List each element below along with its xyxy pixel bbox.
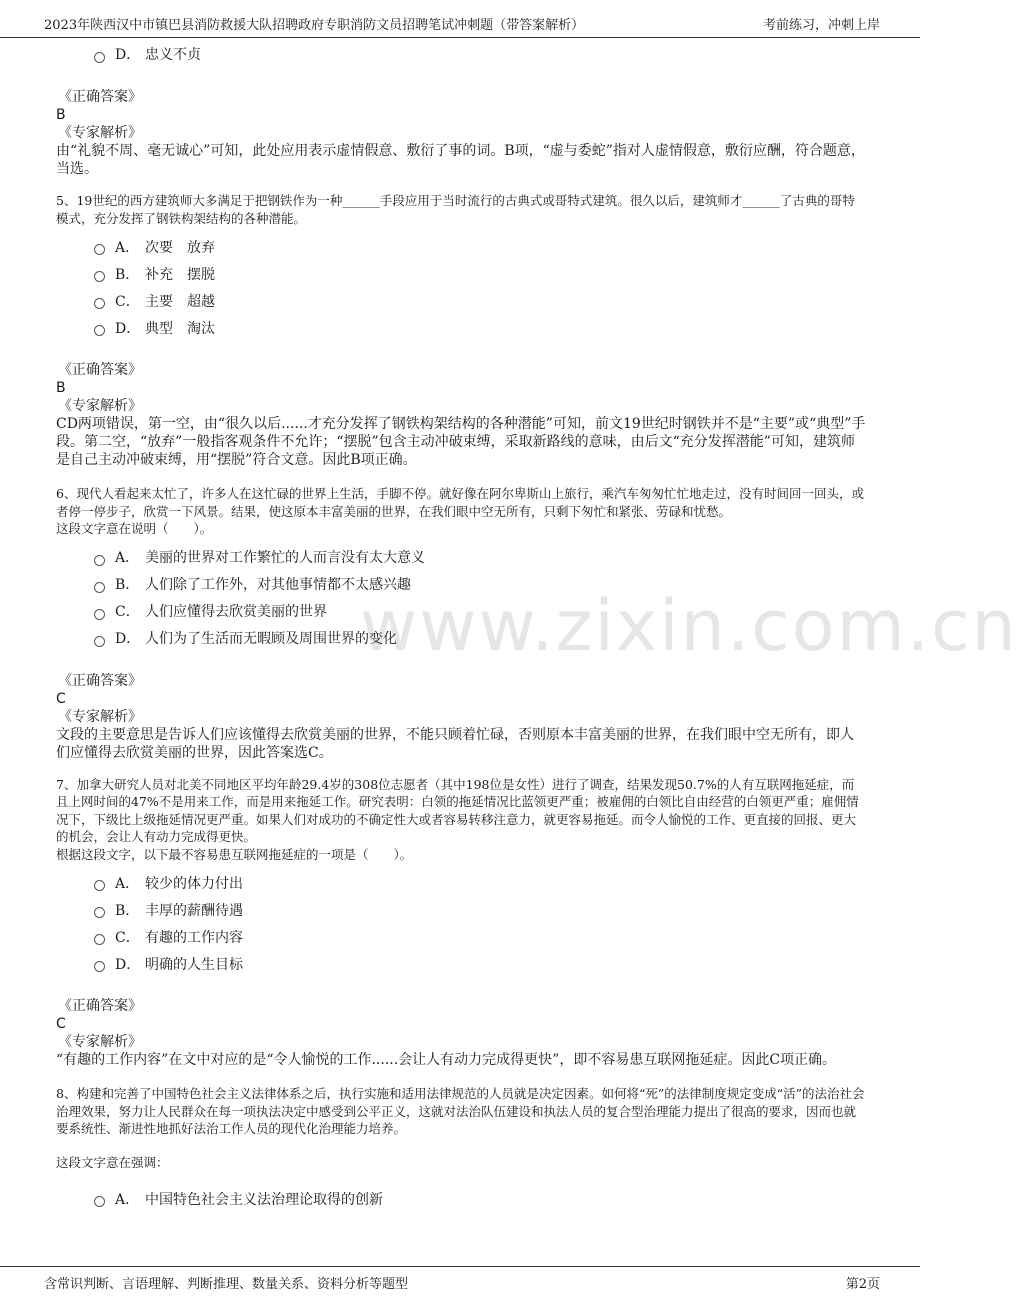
answer-label: 《正确答案》	[58, 362, 142, 378]
analysis-text: “有趣的工作内容”在文中对应的是“令人愉悦的工作......会让人有动力完成得更快”，即不容易患互联网拖延症。因此C项正确。	[56, 1052, 837, 1068]
question-prompt: 根据这段文字，以下最不容易患互联网拖延症的一项是（ ）。	[56, 846, 413, 862]
question-8	[56, 1085, 866, 1212]
answer-value: C	[56, 690, 66, 707]
radio-icon[interactable]	[94, 555, 105, 566]
analysis-label: 《专家解析》	[58, 1034, 142, 1050]
page-number: 第2页	[845, 1277, 880, 1292]
page-header	[0, 0, 920, 38]
option-c[interactable]: C． 主要 超越	[56, 287, 866, 314]
option-a[interactable]: A． 中国特色社会主义法治理论取得的创新	[56, 1185, 866, 1212]
option-b[interactable]: B． 人们除了工作外，对其他事情都不太感兴趣	[56, 571, 866, 598]
answer-value: B	[56, 380, 66, 396]
analysis-label: 《专家解析》	[58, 125, 142, 141]
option-a[interactable]: A． 美丽的世界对工作繁忙的人而言没有太大意义	[56, 544, 866, 571]
radio-icon[interactable]	[94, 244, 105, 255]
option-c[interactable]: C． 有趣的工作内容	[56, 923, 866, 950]
header-slogan: 考前练习，冲刺上岸	[762, 18, 880, 33]
option-c[interactable]: C． 人们应懂得去欣赏美丽的世界	[56, 598, 866, 625]
answer-label: 《正确答案》	[58, 998, 142, 1014]
answer-value: B	[56, 107, 66, 123]
radio-icon[interactable]	[94, 298, 105, 309]
question-text: 8、构建和完善了中国特色社会主义法律体系之后，执行实施和适用法律规范的人员就是决定因素。如何将“死”的法律制度规定变成“活”的法治社会治理效果，努力让人民群众在每一项执法决定中感受到公平正义，这就对法治队伍建设和执法人员的复合型治理能力提出了很高的要求，因而也就要系统性、渐进性地抓好法治工作人员的现代化治理能力培养。	[56, 1086, 865, 1136]
option-d[interactable]: D． 典型 淘汰	[56, 314, 866, 341]
radio-icon[interactable]	[94, 934, 105, 945]
option-d[interactable]: D． 人们为了生活而无暇顾及周围世界的变化	[56, 625, 866, 652]
question-prompt: 这段文字意在强调：	[56, 1154, 169, 1170]
radio-icon[interactable]	[94, 1196, 105, 1207]
question-7	[56, 776, 866, 1070]
radio-icon[interactable]	[94, 609, 105, 620]
answer-label: 《正确答案》	[58, 672, 142, 689]
question-text: 5、19世纪的西方建筑师大多满足于把钢铁作为一种______手段应用于当时流行的古典式或哥特式建筑。很久以后，建筑师才______了古典的哥特模式，充分发挥了钢铁构架结构的各种潜能。	[56, 193, 855, 226]
analysis-text: 由“礼貌不周、毫无诚心”可知，此处应用表示虚情假意、敷衍了事的词。B项，“虚与委蛇”指对人虚情假意，敷衍应酬，符合题意，当选。	[56, 143, 865, 177]
option-b[interactable]: B． 补充 摆脱	[56, 260, 866, 287]
radio-icon[interactable]	[94, 961, 105, 972]
option-d[interactable]: D． 明确的人生目标	[56, 950, 866, 977]
option-d[interactable]: D． 忠义不贞	[56, 40, 866, 68]
option-a[interactable]: A． 次要 放弃	[56, 233, 866, 260]
radio-icon[interactable]	[94, 880, 105, 891]
analysis-text: 文段的主要意思是告诉人们应该懂得去欣赏美丽的世界，不能只顾着忙碌，否则原本丰富美丽的世界，在我们眼中空无所有，即人们应懂得去欣赏美丽的世界，因此答案选C。	[56, 726, 854, 761]
document-body	[56, 40, 866, 1212]
answer-label: 《正确答案》	[58, 89, 142, 105]
answer-value: C	[56, 1016, 66, 1032]
analysis-label: 《专家解析》	[58, 398, 142, 414]
question-5	[56, 192, 866, 469]
page-footer	[0, 1266, 920, 1302]
analysis-label: 《专家解析》	[58, 708, 142, 725]
radio-icon[interactable]	[94, 636, 105, 647]
radio-icon[interactable]	[94, 907, 105, 918]
prev-question	[56, 40, 866, 178]
option-a[interactable]: A． 较少的体力付出	[56, 869, 866, 896]
radio-icon[interactable]	[94, 52, 105, 63]
question-6	[56, 485, 866, 762]
option-b[interactable]: B． 丰厚的薪酬待遇	[56, 896, 866, 923]
radio-icon[interactable]	[94, 271, 105, 282]
question-prompt: 这段文字意在说明（ ）。	[56, 521, 213, 536]
document-title: 2023年陕西汉中市镇巴县消防救援大队招聘政府专职消防文员招聘笔试冲刺题（带答案解析）	[44, 18, 585, 33]
radio-icon[interactable]	[94, 325, 105, 336]
question-text: 7、加拿大研究人员对北美不同地区平均年龄29.4岁的308位志愿者（其中198位是女性）进行了调查，结果发现50.7%的人有互联网拖延症，而且上网时间的47%不是用来工作，而是用来拖延工作。研究表明：白领的拖延情况比蓝领更严重；被雇佣的白领比自由经营的白领更严重；雇佣情况下，下级比上级拖延情况更严重。如果人们对成功的不确定性大或者容易转移注意力，就更容易拖延。而令人愉悦的工作、更直接的回报、更大的机会，会让人有动力完成得更快。	[56, 776, 859, 844]
question-text: 6、现代人看起来太忙了，许多人在这忙碌的世界上生活，手脚不停。就好像在阿尔卑斯山上旅行，乘汽车匆匆忙忙地走过，没有时间回一回头，或者停一停步子，欣赏一下风景。结果，使这原本丰富美丽的世界，在我们眼中空无所有，只剩下匆忙和紧张、劳碌和忧愁。	[56, 486, 864, 519]
footer-description: 含常识判断、言语理解、判断推理、数量关系、资料分析等题型	[44, 1277, 409, 1292]
watermark: www.zixin.com.cn	[360, 585, 1018, 667]
radio-icon[interactable]	[94, 582, 105, 593]
analysis-text: CD两项错误，第一空，由“很久以后......才充分发挥了钢铁构架结构的各种潜能”可知，前文19世纪时钢铁并不是“主要”或“典型”手段。第二空，“放弃”一般指客观条件不允许；“摆脱”包含主动冲破束缚，采取新路线的意味，由后文“充分发挥潜能”可知，建筑师是自己主动冲破束缚，用“摆脱”符合文意。因此B项正确。	[56, 416, 866, 468]
